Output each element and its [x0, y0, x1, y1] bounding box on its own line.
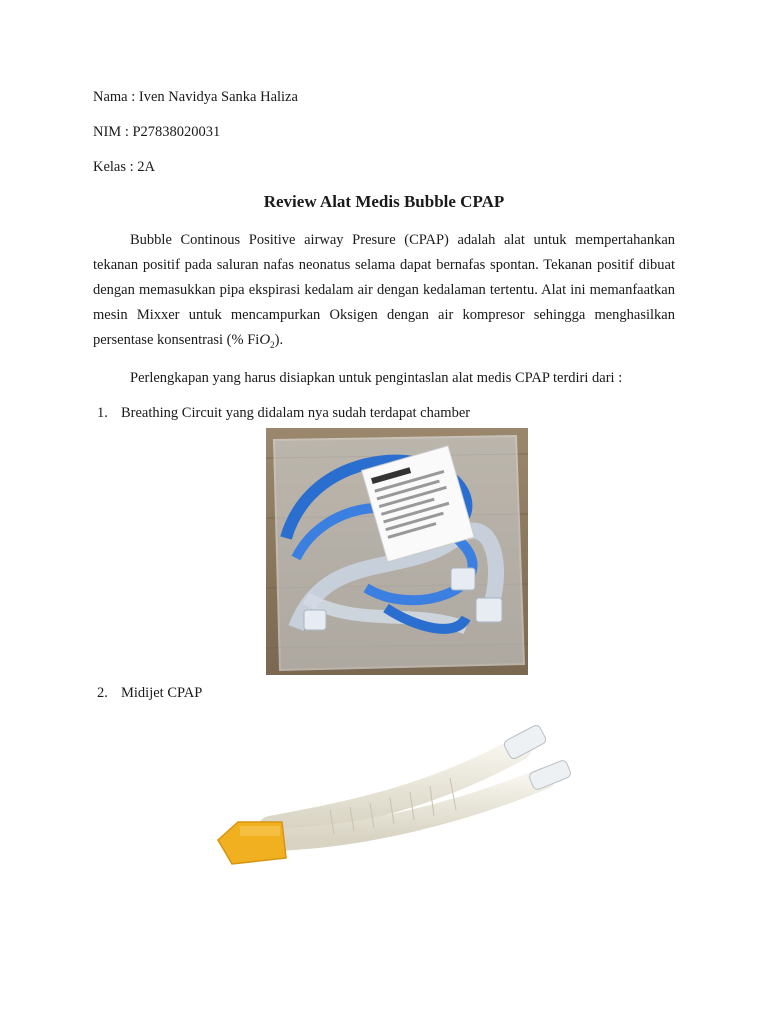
paragraph-equipment-intro: Perlengkapan yang harus disiapkan untuk pengintaslan alat medis CPAP terdiri dari :: [130, 370, 623, 386]
student-nim: NIM : P27838020031: [93, 124, 221, 140]
student-name: Nama : Iven Navidya Sanka Haliza: [93, 89, 298, 105]
paragraph-definition: [93, 228, 675, 358]
list-number: 1.: [97, 405, 108, 421]
paragraph-definition-text: Bubble Continous Positive airway Presure (CPAP) adalah alat untuk mempertahankan tekanan positif pada saluran nafas neonatus selama dapat bernafas spontan. Tekanan positif dibuat dengan memasukkan pipa ekspirasi kedalam air dengan kedalaman tertentu. Alat ini memanfaatkan mesin Mixxer untuk mencampurkan Oksigen dengan air kompresor sehingga menghasilkan persentase konsentrasi (% Fi: [93, 232, 675, 348]
formula-subscript: 2: [270, 339, 275, 350]
list-number: 2.: [97, 685, 108, 701]
list-item-midijet: [97, 684, 202, 702]
midijet-cpap-photo: [210, 718, 580, 888]
list-label: Breathing Circuit yang didalam nya sudah terdapat chamber: [121, 405, 471, 421]
document-title: Review Alat Medis Bubble CPAP: [263, 192, 505, 211]
formula-end: ).: [274, 332, 284, 348]
formula-o: O: [259, 332, 271, 348]
list-label: Midijet CPAP: [121, 685, 203, 701]
breathing-circuit-photo: [266, 428, 528, 675]
student-class: Kelas : 2A: [93, 159, 156, 175]
list-item-breathing-circuit: [97, 404, 470, 422]
breathing-circuit-illustration: [266, 428, 528, 675]
midijet-illustration: [210, 718, 580, 888]
